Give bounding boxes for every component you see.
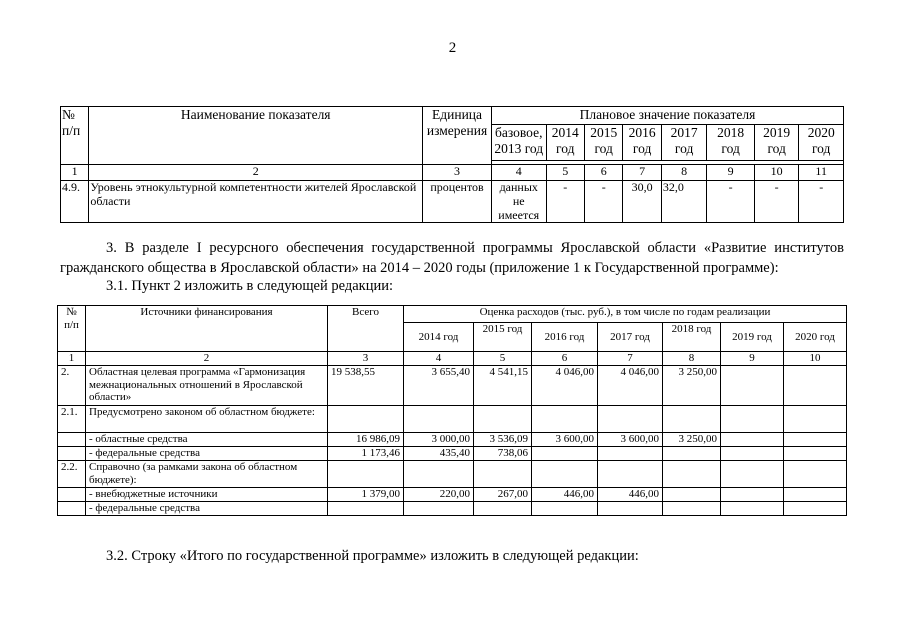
header-year: 2018 год [663,323,721,352]
header-num: № п/п [58,306,86,352]
row-value [532,461,598,488]
column-number: 3 [328,352,404,366]
row-value [784,447,847,461]
header-unit: Единица измерения [423,107,492,165]
row-source: Предусмотрено законом об областном бюджете: [86,406,328,433]
row-source: Справочно (за рамками закона об областном бюджете): [86,461,328,488]
row-value: 3 250,00 [663,433,721,447]
row-value [598,406,663,433]
row-value: - [799,181,844,223]
row-value [598,461,663,488]
row-value [663,406,721,433]
row-total: 1 379,00 [328,488,404,502]
row-value [784,433,847,447]
column-number: 9 [707,165,755,181]
table-row [58,502,847,516]
row-num [58,433,86,447]
row-num [58,502,86,516]
header-year: 2018 год [707,125,755,161]
row-value [784,406,847,433]
header-year: 2014 год [546,125,584,161]
row-num: 4.9. [61,181,89,223]
column-number: 8 [661,165,707,181]
row-source: Областная целевая программа «Гармонизация межнациональных отношений в Ярославской области» [86,366,328,406]
row-indicator-name: Уровень этнокультурной компетентности жителей Ярославской области [89,181,423,223]
row-num [58,488,86,502]
row-value: - [584,181,622,223]
row-value: - [754,181,799,223]
column-number: 6 [584,165,622,181]
row-value: 4 046,00 [598,366,663,406]
column-number-row [58,352,847,366]
row-value: 3 600,00 [532,433,598,447]
table-row [58,447,847,461]
row-value [663,447,721,461]
header-year: базовое, 2013 год [491,125,546,161]
row-source: - федеральные средства [86,502,328,516]
column-number: 1 [61,165,89,181]
row-source: - областные средства [86,433,328,447]
row-value: 4 541,15 [474,366,532,406]
header-year: 2019 год [754,125,799,161]
row-value: данных не имеется [491,181,546,223]
header-indicator-name: Наименование показателя [89,107,423,165]
row-value: 267,00 [474,488,532,502]
header-num: № п/п [61,107,89,165]
row-value [474,406,532,433]
row-source: - внебюджетные источники [86,488,328,502]
row-value [404,502,474,516]
column-number: 7 [598,352,663,366]
financing-table [57,305,847,516]
page-number: 2 [448,40,457,56]
row-total: 16 986,09 [328,433,404,447]
column-number: 2 [86,352,328,366]
column-number: 1 [58,352,86,366]
row-value: - [707,181,755,223]
table-row [58,433,847,447]
row-num: 2.2. [58,461,86,488]
row-value [784,366,847,406]
row-value: 3 536,09 [474,433,532,447]
table-row [58,406,847,433]
row-value [474,461,532,488]
header-estimate: Оценка расходов (тыс. руб.), в том числе по годам реализации [404,306,847,323]
column-number: 10 [754,165,799,181]
row-total [328,406,404,433]
header-total: Всего [328,306,404,352]
row-value: 446,00 [532,488,598,502]
indicator-table [60,106,844,223]
column-number: 3 [423,165,492,181]
row-total [328,461,404,488]
header-year: 2015 год [474,323,532,352]
row-value [721,461,784,488]
header-year: 2017 год [661,125,707,161]
row-total [328,502,404,516]
row-unit: процентов [423,181,492,223]
row-value [532,447,598,461]
row-value [663,502,721,516]
row-value: 3 655,40 [404,366,474,406]
column-number: 8 [663,352,721,366]
row-value [532,502,598,516]
table-row [61,181,844,223]
row-value [532,406,598,433]
row-value: 3 000,00 [404,433,474,447]
paragraph-3-2: 3.2. Строку «Итого по государственной программе» изложить в следующей редакции: [106,548,639,564]
table-row [58,488,847,502]
row-num: 2. [58,366,86,406]
row-value [598,447,663,461]
row-value: - [546,181,584,223]
header-year: 2019 год [721,323,784,352]
header-year: 2016 год [623,125,661,161]
row-value: 446,00 [598,488,663,502]
row-value: 3 250,00 [663,366,721,406]
row-value [721,433,784,447]
column-number: 4 [491,165,546,181]
column-number: 9 [721,352,784,366]
header-source: Источники финансирования [86,306,328,352]
row-value: 220,00 [404,488,474,502]
row-value [404,461,474,488]
row-total: 19 538,55 [328,366,404,406]
column-number: 5 [546,165,584,181]
header-year: 2016 год [532,323,598,352]
header-planned-value: Плановое значение показателя [491,107,843,125]
row-value: 32,0 [661,181,707,223]
row-num: 2.1. [58,406,86,433]
row-value [721,447,784,461]
column-number: 7 [623,165,661,181]
row-value [404,406,474,433]
row-value [784,502,847,516]
column-number: 6 [532,352,598,366]
column-number: 10 [784,352,847,366]
row-value [598,502,663,516]
row-total: 1 173,46 [328,447,404,461]
column-number: 5 [474,352,532,366]
row-value: 435,40 [404,447,474,461]
header-year: 2014 год [404,323,474,352]
row-value [721,488,784,502]
row-value [721,406,784,433]
header-year: 2015 год [584,125,622,161]
table-row [58,461,847,488]
row-value: 30,0 [623,181,661,223]
column-number: 11 [799,165,844,181]
row-value: 4 046,00 [532,366,598,406]
column-number: 4 [404,352,474,366]
column-number: 2 [89,165,423,181]
row-value [784,461,847,488]
row-value [663,461,721,488]
row-value: 738,06 [474,447,532,461]
row-value [663,488,721,502]
row-value [721,366,784,406]
header-year: 2020 год [784,323,847,352]
header-year: 2020 год [799,125,844,161]
column-number-row [61,165,844,181]
row-value [784,488,847,502]
paragraph-3-1: 3.1. Пункт 2 изложить в следующей редакции: [106,278,394,294]
header-year: 2017 год [598,323,663,352]
row-value [721,502,784,516]
row-value: 3 600,00 [598,433,663,447]
row-num [58,447,86,461]
row-value [474,502,532,516]
table-row [58,366,847,406]
paragraph-3: 3. В разделе I ресурсного обеспечения государственной программы Ярославской области «Развитие институтов гражданского общества в Ярославской области» на 2014 – 2020 годы (приложение 1 к Государственной программе): [60,240,844,276]
row-source: - федеральные средства [86,447,328,461]
